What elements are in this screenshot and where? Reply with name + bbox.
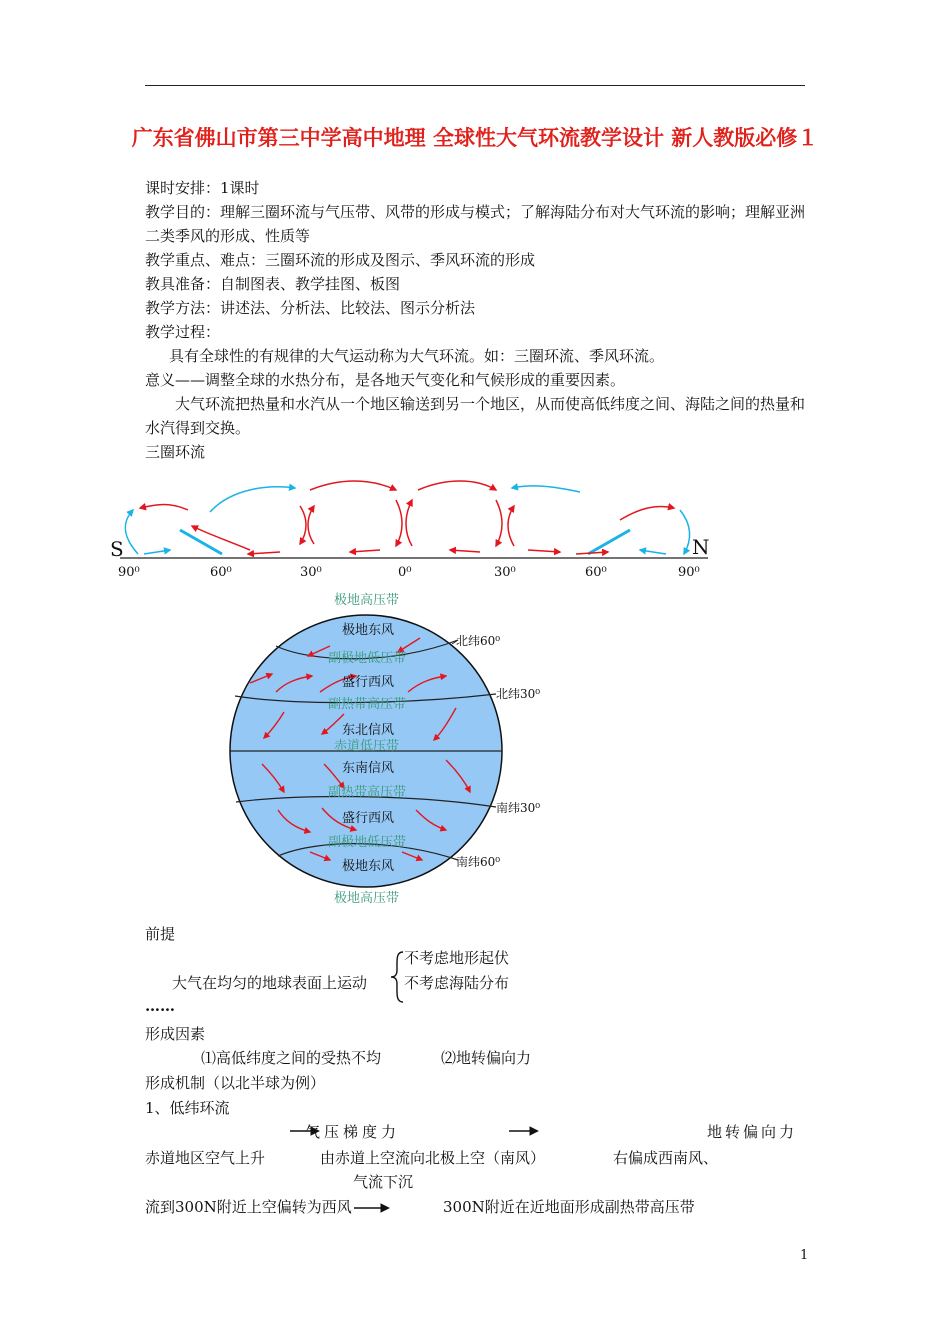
south-subpolar-low-label: 副极地低压带 bbox=[328, 835, 407, 850]
premise-condition-terrain: 不考虑地形起伏 bbox=[404, 949, 510, 967]
step-rise: 赤道地区空气上升 bbox=[145, 1149, 266, 1167]
factor-heating: ⑴高低纬度之间的受热不均 bbox=[201, 1049, 382, 1067]
step-deflect: 右偏成西南风、 bbox=[613, 1149, 719, 1167]
objective-line: 教学目的：理解三圈环流与气压带、风带的形成与模式；了解海陆分布对大气环流的影响；理解亚洲二类季风的形成、性质等 bbox=[145, 203, 806, 245]
page-number: 1 bbox=[800, 1248, 809, 1263]
north-polar-high-label: 极地高压带 bbox=[334, 593, 400, 608]
pressure-gradient-label: 气压梯度力 bbox=[305, 1123, 401, 1141]
north-pole-label: N bbox=[692, 535, 710, 559]
south-westerly-surface-arrow-2 bbox=[248, 552, 280, 554]
equator-rise-arrow-1 bbox=[406, 500, 412, 546]
premise-ellipsis: …… bbox=[145, 997, 175, 1015]
north-ferrel-rise-arrow bbox=[508, 506, 514, 546]
north-subtropical-high-label: 副热带高压带 bbox=[328, 697, 407, 712]
south-polar-high-label: 极地高压带 bbox=[334, 891, 400, 906]
north-polar-upper-arrow bbox=[620, 507, 674, 521]
north-hadley-descent-arrow bbox=[496, 500, 502, 546]
step-subtropical-high: 300N附近在近地面形成副热带高压带 bbox=[443, 1198, 695, 1216]
north-polar-surface-arrow bbox=[640, 550, 666, 554]
three-cell-diagram bbox=[100, 470, 740, 585]
lesson-info bbox=[145, 176, 815, 464]
premise-condition-landsea: 不考虑海陆分布 bbox=[404, 974, 510, 992]
lat-s30-label: 南纬30⁰ bbox=[496, 801, 541, 815]
south-westerly-surface-arrow bbox=[192, 526, 250, 550]
cell-lat-label: 90⁰ bbox=[678, 565, 700, 580]
methods-line: 教学方法：讲述法、分析法、比较法、图示分析法 bbox=[145, 299, 476, 317]
south-hadley-rise-arrow bbox=[308, 506, 314, 544]
ne-trades-label: 东北信风 bbox=[342, 723, 395, 738]
north-hadley-upper-arrow bbox=[418, 481, 496, 490]
lat-n60-label: 北纬60⁰ bbox=[456, 634, 501, 648]
north-trade-surface-arrow bbox=[450, 550, 480, 552]
cell-lat-label: 60⁰ bbox=[210, 565, 232, 580]
south-polar-front bbox=[180, 530, 222, 554]
north-westerlies-label: 盛行西风 bbox=[342, 675, 395, 690]
keypoints-line: 教学重点、难点：三圈环流的形成及图示、季风环流的形成 bbox=[145, 251, 536, 269]
se-trades-label: 东南信风 bbox=[342, 761, 395, 776]
cell-lat-label: 30⁰ bbox=[300, 565, 322, 580]
definition-line: 具有全球性的有规律的大气运动称为大气环流。如：三圈环流、季风环流。 bbox=[169, 347, 665, 365]
flow-arrow-2 bbox=[507, 1124, 541, 1138]
north-polar-front bbox=[588, 530, 630, 554]
step-upper-flow: 由赤道上空流向北极上空（南风） bbox=[320, 1149, 546, 1167]
north-westerly-surface-arrow bbox=[528, 550, 560, 552]
cell-lat-label: 30⁰ bbox=[494, 565, 516, 580]
north-polar-rise-arrow bbox=[680, 510, 690, 554]
factor-coriolis: ⑵地转偏向力 bbox=[441, 1049, 532, 1067]
cell-lat-label: 0⁰ bbox=[398, 565, 412, 580]
step-sink: 气流下沉 bbox=[353, 1173, 414, 1191]
south-ferrel-upper-arrow bbox=[210, 487, 295, 512]
north-ferrel-upper-arrow bbox=[512, 486, 580, 492]
lat-n30-label: 北纬30⁰ bbox=[496, 687, 541, 701]
south-polar-easterlies-label: 极地东风 bbox=[342, 859, 395, 874]
premise-main: 大气在均匀的地球表面上运动 bbox=[172, 974, 368, 992]
exchange-paragraph: 大气环流把热量和水汽从一个地区输送到另一个地区，从而使高低纬度之间、海陆之间的热量和水汽得到交换。 bbox=[145, 395, 806, 437]
low-latitude-cell-heading: 1、低纬环流 bbox=[145, 1099, 230, 1117]
mechanism-heading: 形成机制（以北半球为例） bbox=[145, 1074, 326, 1092]
south-westerlies-label: 盛行西风 bbox=[342, 811, 395, 826]
cell-lat-label: 90⁰ bbox=[118, 565, 140, 580]
north-polar-easterlies-label: 极地东风 bbox=[342, 623, 395, 638]
south-polar-rise-arrow bbox=[125, 510, 138, 554]
schedule-line: 课时安排：1课时 bbox=[145, 179, 260, 197]
equatorial-low-label: 赤道低压带 bbox=[334, 739, 400, 754]
document-title: 广东省佛山市第三中学高中地理 全球性大气环流教学设计 新人教版必修１ bbox=[131, 125, 819, 150]
flow-arrow-3 bbox=[352, 1201, 392, 1215]
south-polar-upper-arrow bbox=[140, 505, 188, 511]
three-cell-label: 三圈环流 bbox=[145, 443, 206, 461]
south-hadley-upper-arrow bbox=[310, 481, 396, 490]
factors-heading: 形成因素 bbox=[145, 1025, 206, 1043]
north-westerly-surface-arrow-2 bbox=[576, 552, 608, 554]
step-westerly: 流到300N附近上空偏转为西风 bbox=[145, 1198, 352, 1216]
south-trade-surface-arrow bbox=[350, 550, 380, 552]
south-equator-descent-arrow bbox=[396, 500, 402, 546]
tools-line: 教具准备：自制图表、教学挂图、板图 bbox=[145, 275, 401, 293]
significance-line: 意义——调整全球的水热分布，是各地天气变化和气候形成的重要因素。 bbox=[145, 371, 626, 389]
lat-s60-label: 南纬60⁰ bbox=[456, 855, 501, 869]
south-pole-label: S bbox=[110, 537, 124, 561]
wind-belt-globe bbox=[220, 588, 560, 908]
south-polar-surface-arrow bbox=[144, 550, 170, 554]
south-ferrel-descent-arrow bbox=[300, 506, 306, 544]
coriolis-label: 地转偏向力 bbox=[707, 1123, 798, 1141]
cell-lat-label: 60⁰ bbox=[585, 565, 607, 580]
header-rule bbox=[145, 85, 805, 86]
process-line: 教学过程： bbox=[145, 323, 221, 341]
north-subpolar-low-label: 副极地低压带 bbox=[328, 651, 407, 666]
premise-heading: 前提 bbox=[145, 925, 176, 943]
south-subtropical-high-label: 副热带高压带 bbox=[328, 785, 407, 800]
